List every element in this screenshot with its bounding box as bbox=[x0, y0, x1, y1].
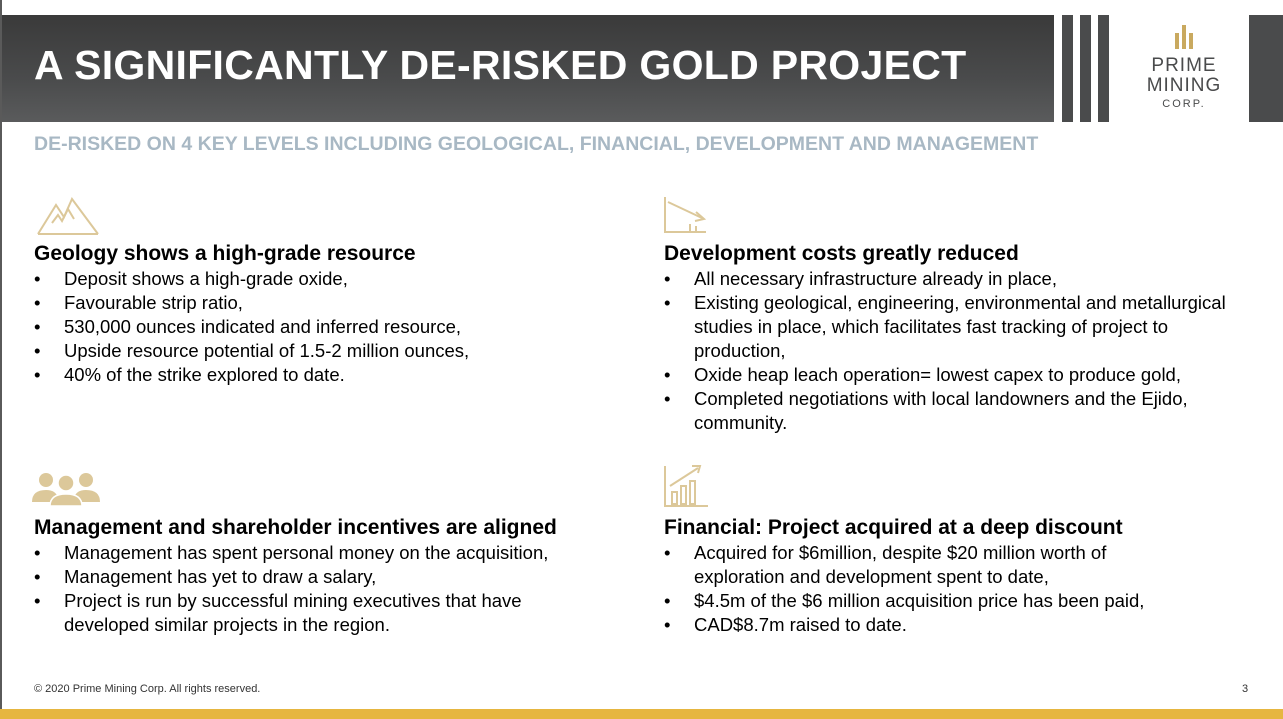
logo-text-prime: PRIME bbox=[1151, 55, 1217, 76]
people-group-icon bbox=[30, 468, 102, 508]
slide-subtitle: DE-RISKED ON 4 KEY LEVELS INCLUDING GEOLOGICAL, FINANCIAL, DEVELOPMENT AND MANAGEMENT bbox=[34, 133, 1039, 155]
list-item: • Management has spent personal money on the acquisition, bbox=[34, 542, 549, 563]
logo-bars-icon bbox=[1171, 23, 1197, 53]
mountain-icon bbox=[36, 195, 100, 237]
bullet-list bbox=[664, 267, 1244, 435]
section-management bbox=[34, 515, 634, 637]
list-item: • $4.5m of the $6 million acquisition price has been paid, bbox=[664, 590, 1145, 611]
logo-text-corp: CORP. bbox=[1162, 98, 1206, 110]
bullet-list bbox=[34, 541, 634, 637]
growth-chart-icon bbox=[662, 462, 710, 510]
list-item: • Deposit shows a high-grade oxide, bbox=[34, 268, 348, 289]
list-item: • Oxide heap leach operation= lowest capex to produce gold, bbox=[664, 364, 1181, 385]
list-item: • Favourable strip ratio, bbox=[34, 292, 243, 313]
section-geology bbox=[34, 241, 614, 387]
section-heading: Development costs greatly reduced bbox=[664, 242, 1019, 265]
slide-title: A SIGNIFICANTLY DE-RISKED GOLD PROJECT bbox=[34, 42, 967, 88]
declining-chart-icon bbox=[662, 194, 710, 236]
list-item: • Completed negotiations with local landowners and the Ejido, community. bbox=[664, 388, 1188, 433]
section-heading: Management and shareholder incentives are aligned bbox=[34, 516, 557, 539]
company-logo bbox=[1128, 20, 1240, 120]
list-item: • Management has yet to draw a salary, bbox=[34, 566, 377, 587]
logo-text-mining: MINING bbox=[1146, 75, 1222, 96]
section-development bbox=[664, 241, 1244, 435]
bullet-list bbox=[34, 267, 614, 387]
header-right-band bbox=[1249, 15, 1283, 122]
list-item: • Existing geological, engineering, environmental and metallurgical studies in place, which facilitates fast tracking of project to production, bbox=[664, 292, 1226, 361]
list-item: • 530,000 ounces indicated and inferred resource, bbox=[34, 316, 461, 337]
list-item: • All necessary infrastructure already in place, bbox=[664, 268, 1057, 289]
page-number: 3 bbox=[1242, 683, 1249, 695]
footer-copyright: © 2020 Prime Mining Corp. All rights reserved. bbox=[34, 683, 261, 695]
section-heading: Geology shows a high-grade resource bbox=[34, 242, 416, 265]
section-financial bbox=[664, 515, 1204, 637]
list-item: • 40% of the strike explored to date. bbox=[34, 364, 345, 385]
list-item: • Upside resource potential of 1.5-2 million ounces, bbox=[34, 340, 470, 361]
list-item: • Acquired for $6million, despite $20 million worth of exploration and development spent to date, bbox=[664, 542, 1107, 587]
list-item: • Project is run by successful mining executives that have developed similar projects in the region. bbox=[34, 590, 522, 635]
bullet-list bbox=[664, 541, 1204, 637]
list-item: • CAD$8.7m raised to date. bbox=[664, 614, 907, 635]
section-heading: Financial: Project acquired at a deep discount bbox=[664, 516, 1123, 539]
footer-accent-bar bbox=[0, 709, 1283, 719]
